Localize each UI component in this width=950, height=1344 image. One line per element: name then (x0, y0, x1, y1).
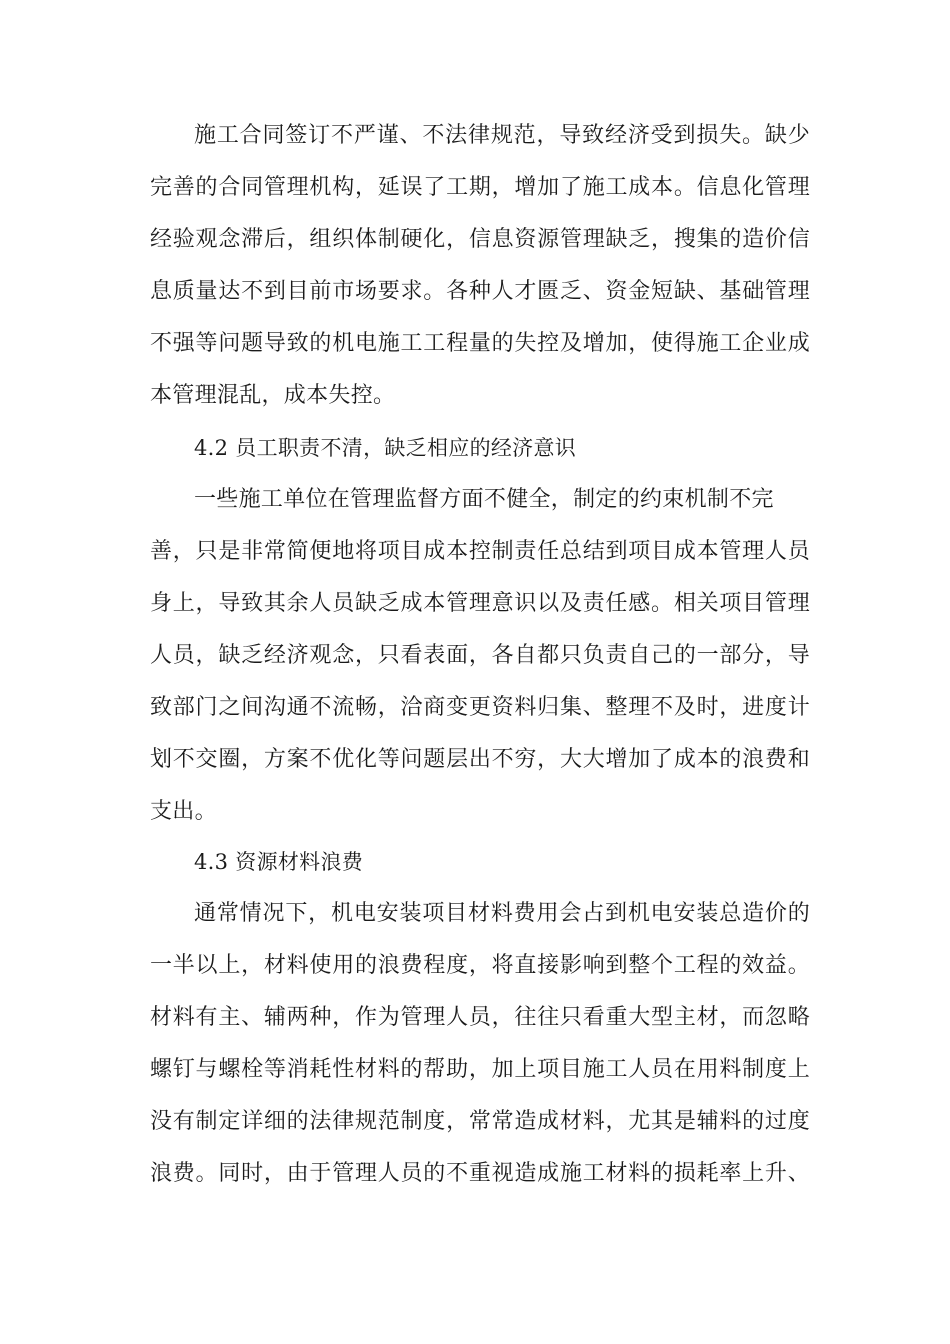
paragraph-3-line-1: 通常情况下，机电安装项目材料费用会占到机电安装总造价的 (194, 901, 810, 926)
paragraph-2-line-5: 致部门之间沟通不流畅，洽商变更资料归集、整理不及时，进度计 (150, 695, 810, 720)
paragraph-2-line-2: 善，只是非常简便地将项目成本控制责任总结到项目成本管理人员 (150, 539, 810, 564)
paragraph-3-line-6: 浪费。同时，由于管理人员的不重视造成施工材料的损耗率上升、 (150, 1161, 810, 1186)
paragraph-3-line-3: 材料有主、辅两种，作为管理人员，往往只看重大型主材，而忽略 (150, 1005, 810, 1030)
paragraph-3-line-2: 一半以上，材料使用的浪费程度，将直接影响到整个工程的效益。 (150, 953, 810, 978)
section-heading-4-3: 4.3 资源材料浪费 (194, 850, 364, 874)
paragraph-1-line-6: 本管理混乱，成本失控。 (150, 383, 396, 408)
paragraph-3-line-4: 螺钉与螺栓等消耗性材料的帮助，加上项目施工人员在用料制度上 (150, 1057, 810, 1082)
paragraph-1-line-2: 完善的合同管理机构，延误了工期，增加了施工成本。信息化管理 (150, 175, 810, 200)
paragraph-3-line-5: 没有制定详细的法律规范制度，常常造成材料，尤其是辅料的过度 (150, 1109, 810, 1134)
paragraph-2-line-3: 身上，导致其余人员缺乏成本管理意识以及责任感。相关项目管理 (150, 591, 810, 616)
paragraph-1-line-4: 息质量达不到目前市场要求。各种人才匮乏、资金短缺、基础管理 (150, 279, 810, 304)
paragraph-1-line-1: 施工合同签订不严谨、不法律规范，导致经济受到损失。缺少 (194, 123, 810, 148)
paragraph-2-line-6: 划不交圈，方案不优化等问题层出不穷，大大增加了成本的浪费和 (150, 747, 810, 772)
paragraph-2-line-4: 人员，缺乏经济观念，只看表面，各自都只负责自己的一部分，导 (150, 643, 810, 668)
paragraph-2-line-1: 一些施工单位在管理监督方面不健全，制定的约束机制不完 (194, 487, 774, 512)
paragraph-1-line-3: 经验观念滞后，组织体制硬化，信息资源管理缺乏，搜集的造价信 (150, 227, 810, 252)
paragraph-1-line-5: 不强等问题导致的机电施工工程量的失控及增加，使得施工企业成 (150, 331, 810, 356)
section-heading-4-2: 4.2 员工职责不清，缺乏相应的经济意识 (194, 436, 577, 460)
paragraph-2-line-7: 支出。 (150, 799, 217, 824)
